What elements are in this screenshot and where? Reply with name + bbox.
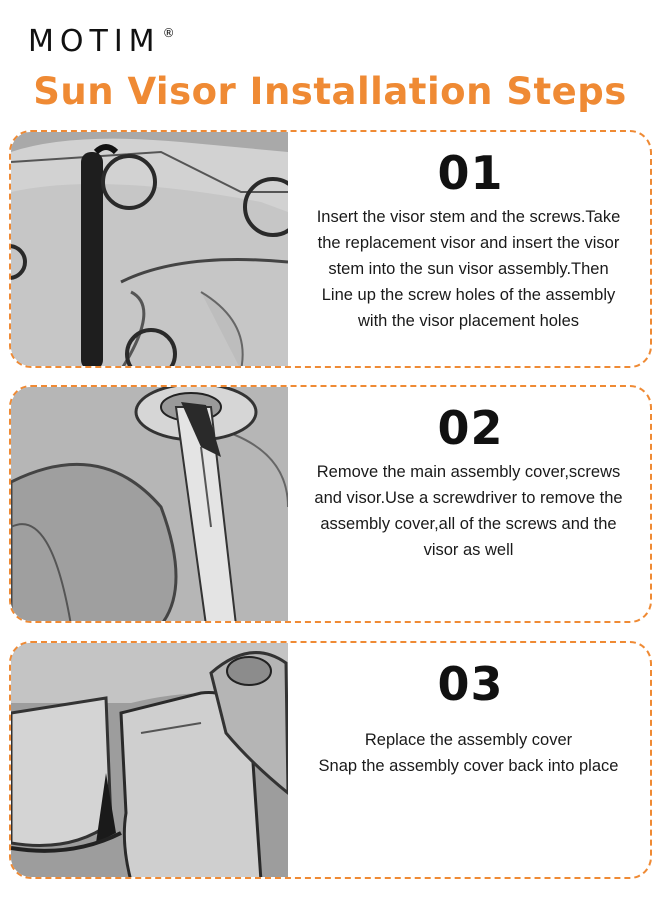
step-2-line: assembly cover,all of the screws and the	[320, 515, 617, 533]
step-2-line: Remove the main assembly cover,screws	[316, 463, 621, 481]
step-card-2	[9, 385, 652, 623]
step-1-illustration	[11, 132, 288, 366]
step-3-text	[291, 643, 650, 877]
step-3-description	[297, 727, 640, 779]
step-3-photo	[11, 643, 288, 877]
page-title: Sun Visor Installation Steps	[33, 70, 627, 113]
step-3-line: Snap the assembly cover back into place	[318, 757, 619, 775]
registered-mark: ®	[162, 26, 175, 40]
step-number-2: 02	[431, 403, 509, 453]
step-2-line: and visor.Use a screwdriver to remove the	[314, 489, 623, 507]
step-3-illustration	[11, 643, 288, 877]
step-1-line: Line up the screw holes of the assembly	[321, 286, 616, 304]
step-2-illustration	[11, 387, 288, 621]
step-1-photo	[11, 132, 288, 366]
step-1-line: the replacement visor and insert the visor	[317, 234, 620, 252]
step-2-photo	[11, 387, 288, 621]
step-1-line: with the visor placement holes	[357, 312, 580, 330]
step-number-1: 01	[431, 148, 509, 198]
step-3-line: Replace the assembly cover	[364, 731, 573, 749]
step-2-text	[291, 387, 650, 621]
step-2-line: visor as well	[423, 541, 514, 559]
step-card-1	[9, 130, 652, 368]
step-2-description	[297, 459, 640, 563]
step-number-3: 03	[431, 659, 509, 709]
step-1-text	[291, 132, 650, 366]
brand-name: MOTIM	[28, 24, 161, 59]
step-1-description	[297, 204, 640, 334]
step-1-line: stem into the sun visor assembly.Then	[328, 260, 609, 278]
brand-logo	[28, 24, 175, 59]
step-1-line: Insert the visor stem and the screws.Take	[316, 208, 621, 226]
step-card-3	[9, 641, 652, 879]
